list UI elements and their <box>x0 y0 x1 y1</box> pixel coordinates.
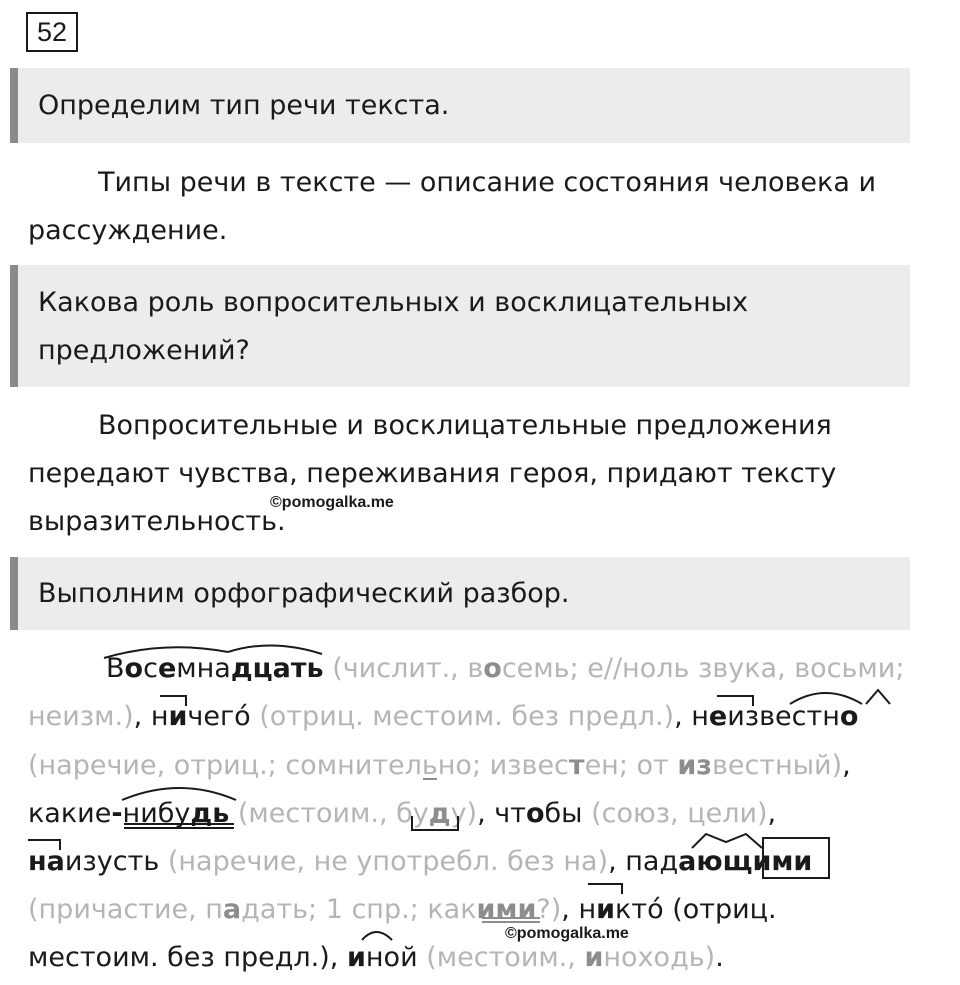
answer-speech-type <box>28 159 908 255</box>
text-segment: о <box>124 653 144 684</box>
text-segment: изусть <box>64 846 160 877</box>
question-line: предложений? <box>38 335 250 366</box>
text-segment: с <box>143 653 158 684</box>
watermark: ©pomogalka.me <box>270 494 394 511</box>
text-segment: дать; 1 спр.; как <box>241 894 477 925</box>
analysis-line <box>28 645 904 693</box>
text-segment: , <box>767 798 777 829</box>
analysis-line <box>28 790 776 838</box>
text-segment: бы <box>544 798 583 829</box>
text-segment: (отриц. местоим. без предл.) <box>250 701 675 732</box>
text-segment: ими <box>476 894 537 925</box>
text-segment: ной <box>365 942 418 973</box>
text-segment: е <box>157 653 177 684</box>
text-segment: ающ <box>678 846 753 877</box>
question-spelling-analysis: Выполним орфографический разбор. <box>10 557 910 630</box>
text-segment: (числит., в <box>323 653 484 684</box>
text-segment: (наречие, отриц.; сомнительно; извес <box>28 750 569 781</box>
text-segment: ?) <box>536 894 562 925</box>
text-segment: (местоим., <box>417 942 585 973</box>
text-segment: е <box>708 701 728 732</box>
text-segment: ен; от <box>584 750 678 781</box>
answer-text: Вопросительные и восклицательные предложения передают чувства, переживания героя, придают тексту выразительность. <box>28 410 837 537</box>
text-segment: . <box>715 942 724 973</box>
text-segment: дь <box>190 798 230 829</box>
text-segment: и <box>168 701 188 732</box>
text-segment: и <box>584 942 604 973</box>
text-segment: дцать <box>230 653 324 684</box>
text-segment: о <box>483 653 502 684</box>
text-segment: из <box>677 750 712 781</box>
text-segment: о <box>839 701 859 732</box>
text-segment: чегó <box>187 701 251 732</box>
text-segment: на <box>28 846 65 877</box>
text-segment: ими <box>752 846 813 877</box>
text-segment: а <box>222 894 242 925</box>
text-segment: , н <box>133 701 169 732</box>
text-segment: , н <box>674 701 709 732</box>
question-speech-type: Определим тип речи текста. <box>10 68 910 143</box>
text-segment: неизм.) <box>28 701 134 732</box>
text-segment: и <box>346 942 366 973</box>
answer-sentence-role <box>28 402 908 546</box>
text-segment: , н <box>561 894 597 925</box>
text-segment: местоим. без предл.), <box>28 942 347 973</box>
text-segment: мна <box>176 653 231 684</box>
answer-text: Типы речи в тексте — описание состояния человека и рассуждение. <box>28 167 876 246</box>
question-line: Какова роль вопросительных и восклицательных <box>38 287 749 318</box>
analysis-line <box>28 742 851 790</box>
text-segment: тó (отриц. <box>631 894 777 925</box>
text-segment: , <box>842 750 851 781</box>
analysis-line <box>28 886 777 934</box>
text-segment: и <box>596 894 616 925</box>
text-segment: - <box>111 798 123 829</box>
text-segment: д <box>428 798 451 829</box>
text-segment: , пад <box>608 846 679 877</box>
text-segment: вестный) <box>711 750 843 781</box>
text-segment: , чт <box>477 798 526 829</box>
exercise-number: 52 <box>26 12 78 52</box>
text-segment: семь; е//ноль звука, восьми; <box>501 653 905 684</box>
text-segment: о <box>525 798 545 829</box>
analysis-line <box>28 693 858 741</box>
text-segment: известн <box>727 701 840 732</box>
text-segment: нибу <box>122 798 191 829</box>
text-segment: к <box>615 894 632 925</box>
text-segment: (местоим., бу <box>229 798 429 829</box>
text-segment: (наречие, не употребл. без на) <box>159 846 609 877</box>
text-segment: какие <box>28 798 112 829</box>
analysis-line <box>28 838 812 886</box>
text-segment: (союз, цели) <box>582 798 768 829</box>
text-segment: В <box>106 653 125 684</box>
text-segment: т <box>568 750 585 781</box>
watermark: ©pomogalka.me <box>505 925 629 942</box>
text-segment: (причастие, п <box>28 894 223 925</box>
question-sentence-role <box>10 265 910 387</box>
text-segment: ноходь) <box>603 942 716 973</box>
text-segment: у) <box>450 798 478 829</box>
